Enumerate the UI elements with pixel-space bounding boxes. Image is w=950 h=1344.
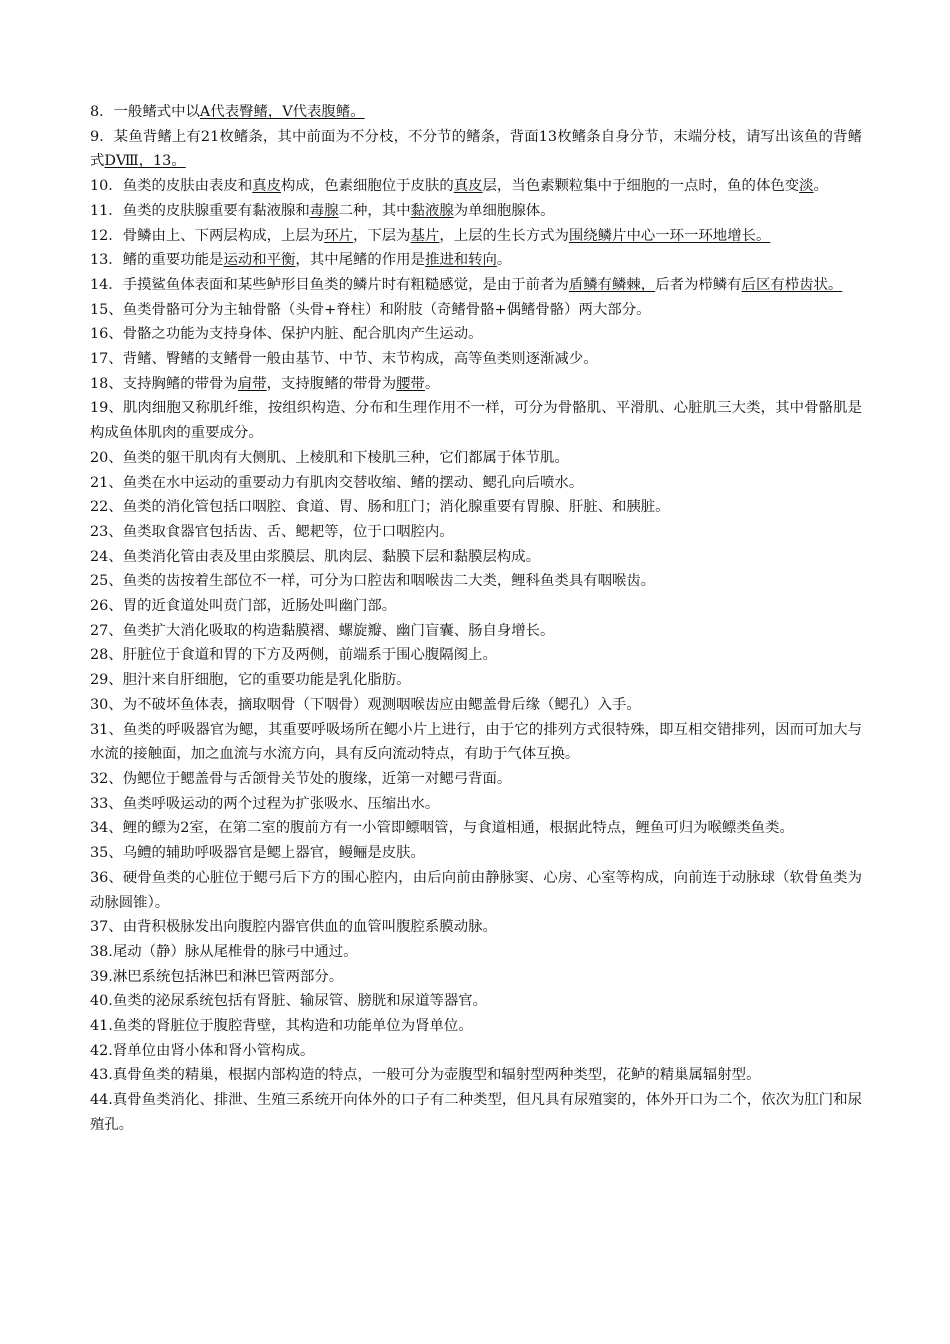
text-segment: 43.真骨鱼类的精巢，根据内部构造的特点，一般可分为壶腹型和辐射型两种类型，花鲈的精巢属辐射型。 (90, 1067, 761, 1084)
text-segment: 42.肾单位由肾小体和肾小管构成。 (90, 1042, 315, 1059)
paragraph (90, 347, 862, 372)
paragraph (90, 446, 862, 471)
paragraph (90, 495, 862, 520)
underlined-answer: 真皮 (453, 178, 483, 195)
text-segment: 31、鱼类的呼吸器官为鳃，其重要呼吸场所在鳃小片上进行，由于它的排列方式很特殊，即互相交错排列，因而可加大与水流的接触面，加之血流与水流方向，具有反向流动特点，有助于气体互换。 (90, 721, 862, 763)
text-segment: 39.淋巴系统包括淋巴和淋巴管两部分。 (90, 968, 344, 985)
text-segment: 34、鲤的鳔为2室，在第二室的腹前方有一小管即鳔咽管，与食道相通，根据此特点，鲤鱼可归为喉鳔类鱼类。 (90, 820, 794, 837)
text-segment: 40.鱼类的泌尿系统包括有肾脏、输尿管、膀胱和尿道等器官。 (90, 993, 488, 1010)
text-segment: 37、由背积极脉发出向腹腔内器官供血的血管叫腹腔系膜动脉。 (90, 919, 497, 936)
text-segment: 10．鱼类的皮肤由表皮和 (90, 178, 253, 195)
paragraph (90, 1039, 862, 1064)
paragraph (90, 1014, 862, 1039)
paragraph (90, 1088, 862, 1137)
underlined-answer: A代表臀鳍，V代表腹鳍。 (199, 104, 365, 120)
underlined-answer: 真皮 (252, 178, 282, 195)
paragraph (90, 643, 862, 668)
text-segment: 后者为栉鳞有 (655, 276, 742, 293)
paragraph (90, 792, 862, 817)
text-segment: 22、鱼类的消化管包括口咽腔、食道、胃、肠和肛门；消化腺重要有胃腺、肝脏、和胰脏。 (90, 499, 670, 516)
text-segment: 16、骨骼之功能为支持身体、保护内脏、配合肌肉产生运动。 (90, 326, 483, 343)
paragraph (90, 224, 862, 249)
text-segment: 15、鱼类骨骼可分为主轴骨骼（头骨+脊柱）和附肢（奇鳍骨骼+偶鳍骨骼）两大部分。 (90, 301, 651, 318)
underlined-answer: 黏液腺 (410, 202, 454, 219)
paragraph (90, 940, 862, 965)
paragraph (90, 841, 862, 866)
text-segment: 28、肝脏位于食道和胃的下方及两侧，前端系于围心腹隔阂上。 (90, 647, 497, 664)
paragraph (90, 989, 862, 1014)
text-segment: 36、硬骨鱼类的心脏位于鳃弓后下方的围心腔内，由后向前由静脉窦、心房、心室等构成，向前连于动脉球（软骨鱼类为动脉圆锥）。 (90, 869, 862, 911)
text-segment: 29、胆汁来自肝细胞，它的重要功能是乳化脂肪。 (90, 672, 411, 689)
paragraph (90, 471, 862, 496)
underlined-answer: 基片 (410, 227, 440, 244)
underlined-answer: DⅧ，13。 (104, 153, 186, 170)
paragraph (90, 569, 862, 594)
text-segment: 26、胃的近食道处叫贲门部，近肠处叫幽门部。 (90, 598, 397, 615)
text-segment: 。 (496, 252, 512, 269)
text-segment: 25、鱼类的齿按着生部位不一样，可分为口腔齿和咽喉齿二大类，鲤科鱼类具有咽喉齿。 (90, 573, 656, 590)
text-segment: ，下层为 (352, 227, 411, 244)
underlined-answer: 围绕鳞片中心一环一环地增长。 (568, 227, 771, 244)
text-segment: 35、乌鳢的辅助呼吸器官是鳃上器官，鳗鲡是皮肤。 (90, 845, 425, 862)
text-segment: 21、鱼类在水中运动的重要动力有肌肉交替收缩、鳍的摆动、鳃孔向后喷水。 (90, 474, 584, 491)
paragraph (90, 767, 862, 792)
text-segment: 27、鱼类扩大消化吸取的构造黏膜褶、螺旋瓣、幽门盲囊、肠自身增长。 (90, 622, 555, 639)
paragraph (90, 125, 862, 174)
paragraph (90, 520, 862, 545)
paragraph (90, 396, 862, 445)
paragraph (90, 322, 862, 347)
paragraph (90, 100, 862, 125)
text-segment: 33、鱼类呼吸运动的两个过程为扩张吸水、压缩出水。 (90, 795, 440, 812)
paragraph (90, 866, 862, 915)
text-segment: 构成，色素细胞位于皮肤的 (281, 178, 454, 195)
text-segment: 41.鱼类的肾脏位于腹腔背壁，其构造和功能单位为肾单位。 (90, 1018, 473, 1035)
underlined-answer: 环片 (324, 227, 353, 244)
text-segment: 18、支持胸鳍的带骨为 (90, 375, 238, 392)
text-segment: 13．鳍的重要功能是 (90, 252, 224, 269)
text-segment: ，支持腹鳍的带骨为 (266, 375, 397, 392)
paragraph (90, 619, 862, 644)
paragraph (90, 372, 862, 397)
text-segment: 44.真骨鱼类消化、排泄、生殖三系统开向体外的口子有二种类型，但凡具有尿殖窦的，体外开口为二个，依次为肛门和尿殖孔。 (90, 1092, 862, 1133)
underlined-answer: 运动和平衡 (223, 252, 296, 269)
paragraph (90, 174, 862, 199)
paragraph (90, 298, 862, 323)
underlined-answer: 后区有栉齿状。 (741, 276, 843, 293)
text-segment: 17、背鳍、臀鳍的支鳍骨一般由基节、中节、末节构成，高等鱼类则逐渐减少。 (90, 351, 598, 368)
underlined-answer: 肩带 (237, 375, 267, 392)
paragraph (90, 273, 862, 298)
text-segment: 9．某鱼背鳍上有21枚鳍条，其中前面为不分枝，不分节的鳍条，背面13枚鳍条自身分节，末端分枝，请写出该鱼的背鳍式 (90, 128, 862, 170)
text-segment: 24、鱼类消化管由表及里由浆膜层、肌肉层、黏膜下层和黏膜层构成。 (90, 548, 541, 565)
text-segment: 32、伪鳃位于鳃盖骨与舌颌骨关节处的腹缘，近第一对鳃弓背面。 (90, 770, 512, 787)
text-segment: 20、鱼类的躯干肌肉有大侧肌、上棱肌和下棱肌三种，它们都属于体节肌。 (90, 449, 569, 466)
underlined-answer: 毒腺 (309, 202, 339, 219)
text-segment: 12．骨鳞由上、下两层构成，上层为 (90, 227, 325, 244)
text-segment: 23、鱼类取食器官包括齿、舌、鳃耙等，位于口咽腔内。 (90, 523, 454, 540)
underlined-answer: 腰带 (396, 375, 425, 392)
text-segment: 8．一般鳍式中以 (90, 104, 200, 120)
text-segment: 。 (424, 375, 440, 392)
text-segment: ，上层的生长方式为 (439, 227, 569, 244)
paragraph (90, 199, 862, 224)
document-body (90, 100, 862, 1138)
underlined-answer: 盾鳞有鳞棘， (568, 276, 656, 293)
text-segment: 30、为不破坏鱼体表，摘取咽骨（下咽骨）观测咽喉齿应由鳃盖骨后缘（鳃孔）入手。 (90, 696, 641, 713)
text-segment: ，其中尾鳍的作用是 (295, 252, 425, 269)
underlined-answer: 淡 (799, 178, 814, 195)
paragraph (90, 718, 862, 767)
paragraph (90, 693, 862, 718)
text-segment: 为单细胞腺体。 (453, 202, 555, 219)
text-segment: 二种，其中 (338, 202, 411, 219)
paragraph (90, 965, 862, 990)
paragraph (90, 1063, 862, 1088)
text-segment: 14．手摸鲨鱼体表面和某些鲈形目鱼类的鳞片时有粗糙感觉，是由于前者为 (90, 276, 569, 293)
underlined-answer: 推进和转向 (424, 252, 497, 269)
text-segment: 。 (813, 178, 828, 195)
paragraph (90, 915, 862, 940)
paragraph (90, 248, 862, 273)
paragraph (90, 668, 862, 693)
paragraph (90, 816, 862, 841)
text-segment: 38.尾动（静）脉从尾椎骨的脉弓中通过。 (90, 943, 358, 960)
paragraph (90, 594, 862, 619)
text-segment: 19、肌肉细胞又称肌纤维，按组织构造、分布和生理作用不一样，可分为骨骼肌、平滑肌、心脏肌三大类，其中骨骼肌是构成鱼体肌肉的重要成分。 (90, 400, 862, 442)
text-segment: 层，当色素颗粒集中于细胞的一点时，鱼的体色变 (482, 178, 800, 195)
text-segment: 11．鱼类的皮肤腺重要有黏液腺和 (90, 202, 310, 219)
paragraph (90, 545, 862, 570)
